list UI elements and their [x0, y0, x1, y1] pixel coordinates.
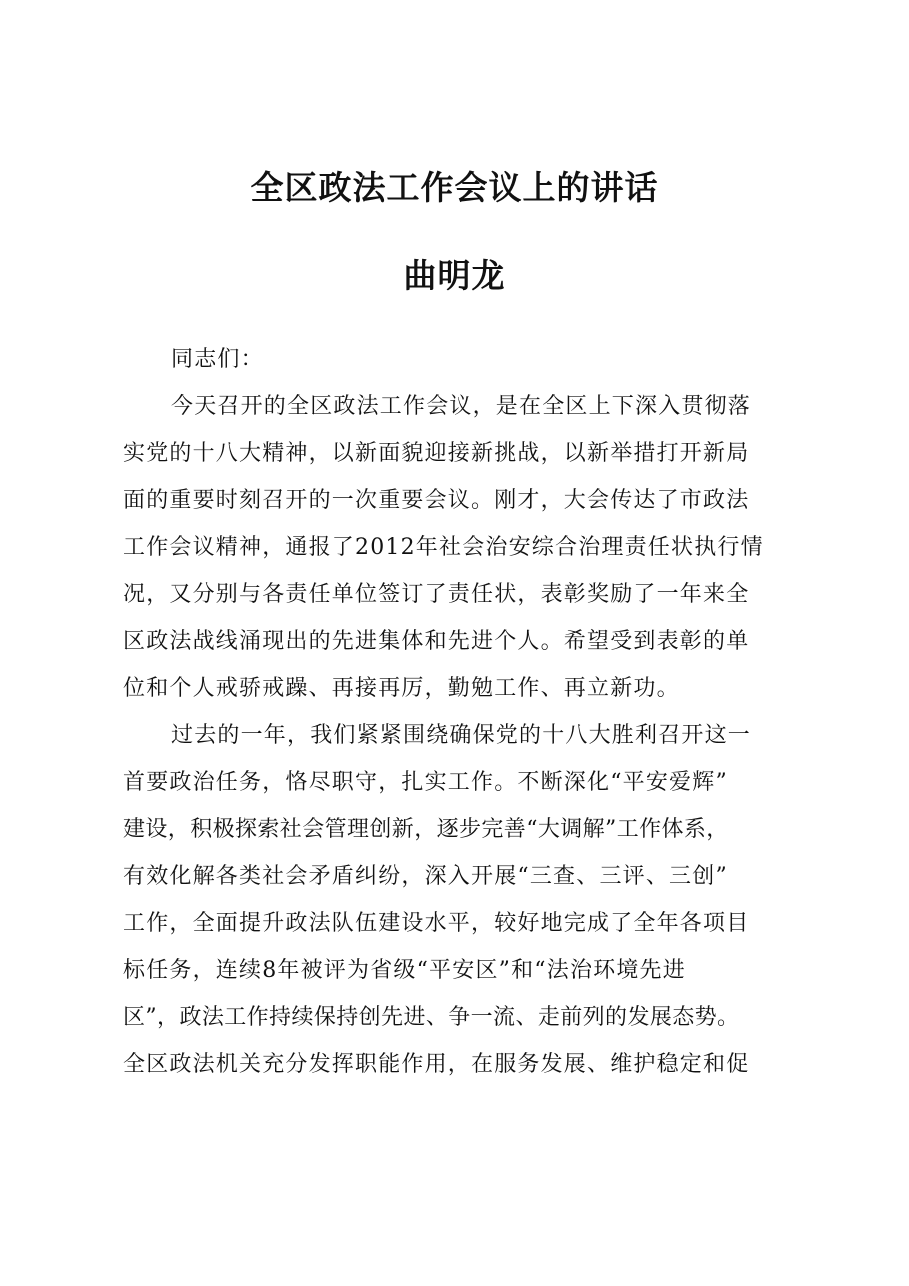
paragraph-line: 工作会议精神，通报了2012年社会治安综合治理责任状执行情 — [123, 535, 764, 560]
paragraph-line: 有效化解各类社会矛盾纠纷，深入开展“三查、三评、三创” — [123, 864, 728, 889]
paragraph-line: 区政法战线涌现出的先进集体和先进个人。希望受到表彰的单 — [123, 629, 750, 654]
document-title: 全区政法工作会议上的讲话 — [250, 168, 659, 207]
paragraph-line: 位和个人戒骄戒躁、再接再厉，勤勉工作、再立新功。 — [123, 676, 680, 701]
paragraph-line: 过去的一年，我们紧紧围绕确保党的十八大胜利召开这一 — [171, 723, 752, 748]
paragraph-line: 首要政治任务，恪尽职守，扎实工作。不断深化“平安爱辉” — [123, 770, 728, 795]
paragraph-line: 今天召开的全区政法工作会议，是在全区上下深入贯彻落 — [171, 394, 752, 419]
speech-body — [123, 336, 803, 1088]
paragraph-line: 实党的十八大精神，以新面貌迎接新挑战，以新举措打开新局 — [123, 441, 750, 466]
paragraph-line: 区”，政法工作持续保持创先进、争一流、走前列的发展态势。 — [123, 1005, 740, 1030]
paragraph-line: 建设，积极探索社会管理创新，逐步完善“大调解”工作体系， — [123, 817, 729, 842]
paragraph-line: 面的重要时刻召开的一次重要会议。刚才，大会传达了市政法 — [123, 488, 750, 513]
author-name: 曲明龙 — [403, 256, 506, 295]
paragraph-line: 工作，全面提升政法队伍建设水平，较好地完成了全年各项目 — [123, 911, 750, 936]
salutation: 同志们： — [171, 347, 264, 372]
paragraph-line: 标任务，连续8年被评为省级“平安区”和“法治环境先进 — [123, 958, 686, 983]
paragraph-line: 况，又分别与各责任单位签订了责任状，表彰奖励了一年来全 — [123, 582, 750, 607]
paragraph-line: 全区政法机关充分发挥职能作用，在服务发展、维护稳定和促 — [123, 1052, 750, 1077]
